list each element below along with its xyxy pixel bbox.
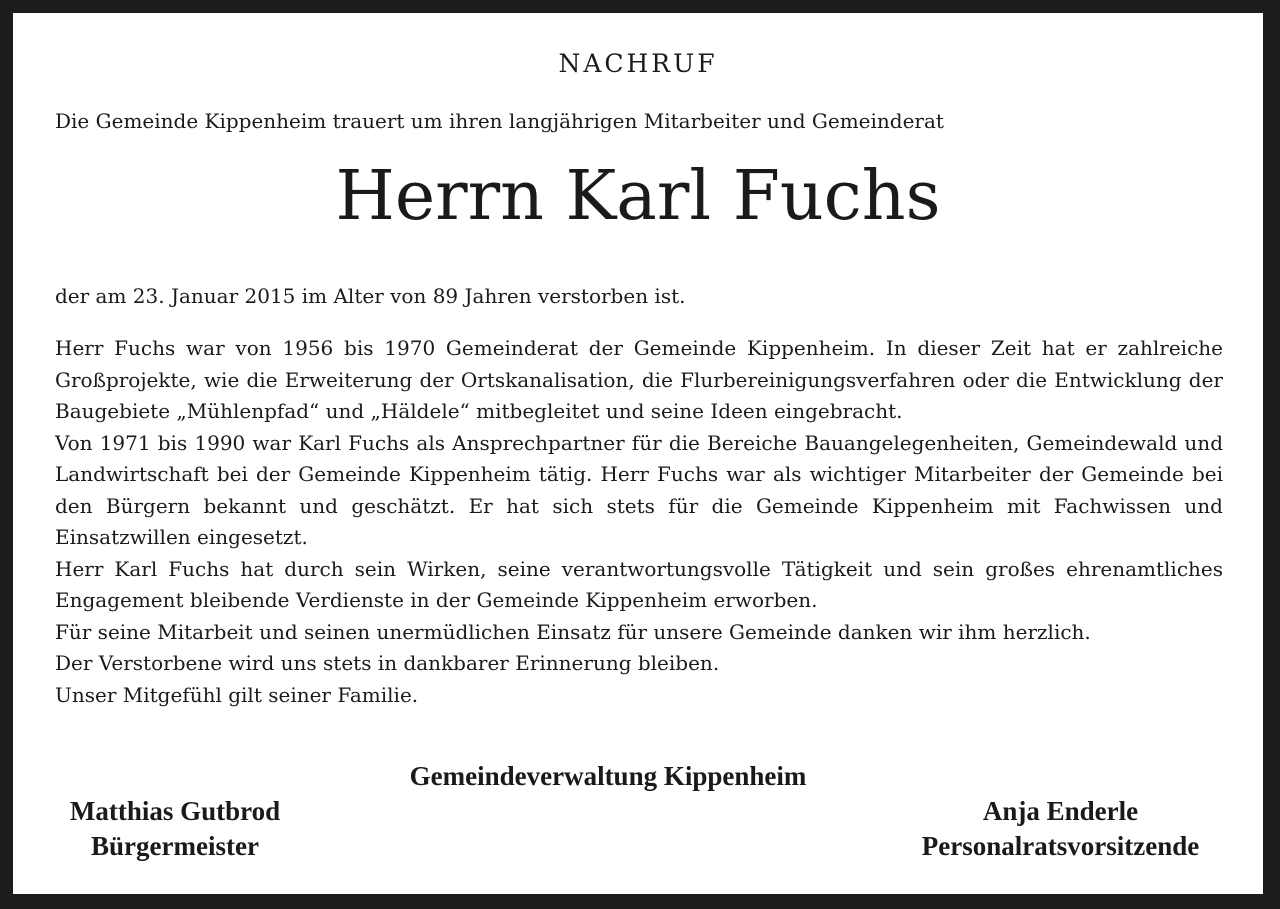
- signature-organization: Gemeindeverwaltung Kippenheim: [409, 761, 807, 791]
- signature-left: [55, 794, 295, 864]
- signature-left-title: Bürgermeister: [91, 831, 259, 861]
- signature-right-name: Anja Enderle: [982, 796, 1139, 826]
- notice-heading: NACHRUF: [558, 49, 718, 78]
- signature-right: [893, 794, 1228, 864]
- intro-line: Die Gemeinde Kippenheim trauert um ihren langjährigen Mitarbeiter und Gemeinderat: [55, 109, 944, 133]
- deceased-name: Herrn Karl Fuchs: [335, 157, 941, 236]
- paragraph-condolence: Unser Mitgefühl gilt seiner Familie.: [55, 682, 419, 707]
- signature-right-title: Personalratsvorsitzende: [921, 831, 1200, 861]
- paragraph-employment: Von 1971 bis 1990 war Karl Fuchs als Ansprechpartner für die Bereiche Bauangelegenheiten, Gemeindewald und Landwirtschaft bei der Gemeinde Kippenheim tätig. Herr Fuchs war als wichtiger Mitarbeiter der Gemeinde bei den Bürgern bekannt und geschätzt. Er hat sich stets für die Gemeinde Kippenheim mit Fachwissen und Einsatzwillen eingesetzt.: [55, 430, 1223, 549]
- obituary-notice: [13, 13, 1263, 894]
- paragraph-remembrance: Der Verstorbene wird uns stets in dankbarer Erinnerung bleiben.: [55, 651, 720, 675]
- notice-body: [55, 333, 1223, 711]
- paragraph-council-term: Herr Fuchs war von 1956 bis 1970 Gemeinderat der Gemeinde Kippenheim. In dieser Zeit hat er zahlreiche Großprojekte, wie die Erweiterung der Ortskanalisation, die Flurbereinigungsverfahren oder die Entwicklung der Baugebiete „Mühlenpfad“ und „Häldele“ mitbegleitet und seine Ideen eingebracht.: [55, 336, 1223, 423]
- signature-left-name: Matthias Gutbrod: [69, 796, 281, 826]
- death-date-line: der am 23. Januar 2015 im Alter von 89 Jahren verstorben ist.: [55, 284, 686, 308]
- paragraph-merits: Herr Karl Fuchs hat durch sein Wirken, seine verantwortungsvolle Tätigkeit und sein großes ehrenamtliches Engagement bleibende Verdienste in der Gemeinde Kippenheim erworben.: [55, 556, 1223, 612]
- paragraph-thanks: Für seine Mitarbeit und seinen unermüdlichen Einsatz für unsere Gemeinde danken wir ihm herzlich.: [55, 619, 1091, 644]
